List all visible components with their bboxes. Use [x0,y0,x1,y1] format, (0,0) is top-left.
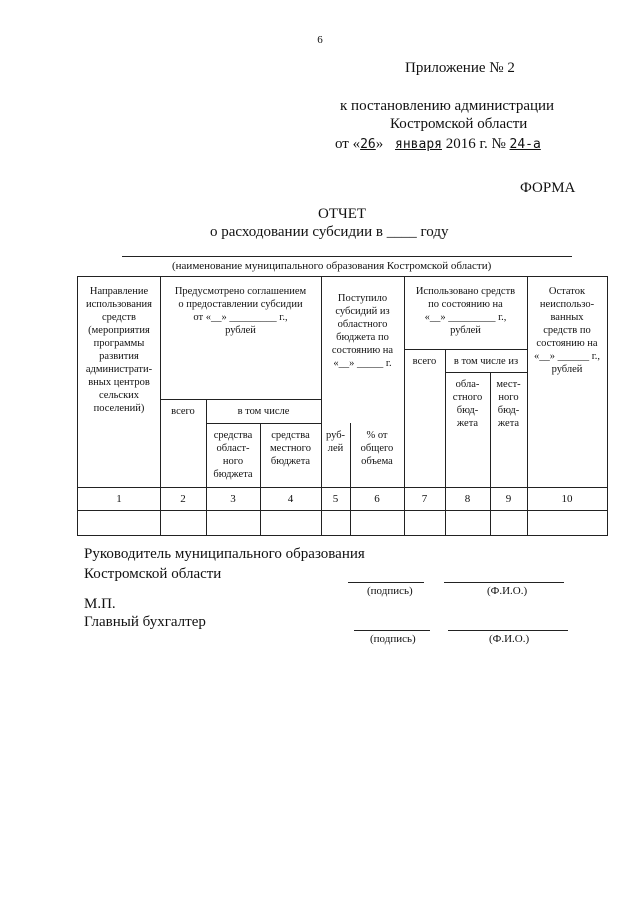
row-divider [445,372,527,373]
page-number: 6 [317,34,323,46]
row-divider [206,423,321,424]
decree-line-2: Костромской области [390,116,528,132]
form-label: ФОРМА [520,180,576,196]
decree-month: января [395,137,442,152]
decree-number: 24-а [509,137,541,152]
row-divider [160,399,321,400]
header-used-local: мест- ного бюд- жета [496,379,521,429]
header-total-used: всего [412,356,437,367]
decree-from: от « [335,136,361,152]
accountant-name-line [448,630,568,631]
column-number: 4 [287,493,294,505]
column-number: 1 [116,493,122,505]
row-divider [404,349,527,350]
header-planned: Предусмотрено соглашением о предоставлении субсидии от «__» _________ г., рублей [174,286,307,336]
decree-close-quote: » [375,136,384,152]
head-signature-line [348,582,424,583]
report-subtitle: о расходовании субсидии в ____ году [210,224,449,240]
head-name-line [444,582,564,583]
column-number: 3 [230,493,236,505]
head-title-line-1: Руководитель муниципального образования [84,546,365,562]
header-total-planned: всего [171,406,195,417]
header-percent-total: % от общего объема [360,430,394,467]
header-direction: Направление использования средств (мероприятия программы развития администрати- вных центров сельских поселений) [85,286,153,414]
header-received: Поступило субсидий из областного бюджета по состоянию на «__» _____ г. [331,293,394,369]
header-including-planned: в том числе [237,406,290,417]
decree-year: 2016 г. № [445,136,506,152]
header-used-regional: обла- стного бюд- жета [452,379,483,429]
accountant-name-label: (Ф.И.О.) [489,633,530,645]
municipality-name-line [122,256,572,257]
header-rubles: руб- лей [325,430,346,454]
column-number: 8 [464,493,471,505]
decree-day: 26 [360,137,376,152]
report-table [77,276,608,536]
accountant-title: Главный бухгалтер [84,614,206,630]
decree-date-line [335,136,541,153]
head-name-label: (Ф.И.О.) [487,585,528,597]
column-number: 10 [561,493,573,505]
appendix-label: Приложение № 2 [405,60,515,76]
column-number: 7 [421,493,428,505]
column-number: 2 [180,493,186,505]
decree-line-1: к постановлению администрации [340,98,555,114]
header-regional-budget: средства област- ного бюджета [213,430,253,480]
head-title-line-2: Костромской области [84,566,222,582]
report-title: ОТЧЕТ [318,206,367,222]
row-divider [78,487,607,488]
stamp-label: М.П. [84,596,116,612]
column-number: 5 [332,493,339,505]
accountant-signature-label: (подпись) [370,633,416,645]
municipality-label: (наименование муниципального образования Костромской области) [172,260,492,272]
col-divider [445,349,446,535]
column-number: 9 [505,493,512,505]
header-including-used: в том числе из [453,356,519,367]
column-number: 6 [374,493,380,505]
row-divider [78,510,607,511]
header-used: Использовано средств по состоянию на «__» _________ г., рублей [415,286,516,336]
header-local-budget: средства местного бюджета [270,430,311,467]
head-signature-label: (подпись) [367,585,413,597]
header-remaining: Остаток неиспользо- ванных средств по состоянию на «__» ______ г., рублей [533,286,601,375]
accountant-signature-line [354,630,430,631]
